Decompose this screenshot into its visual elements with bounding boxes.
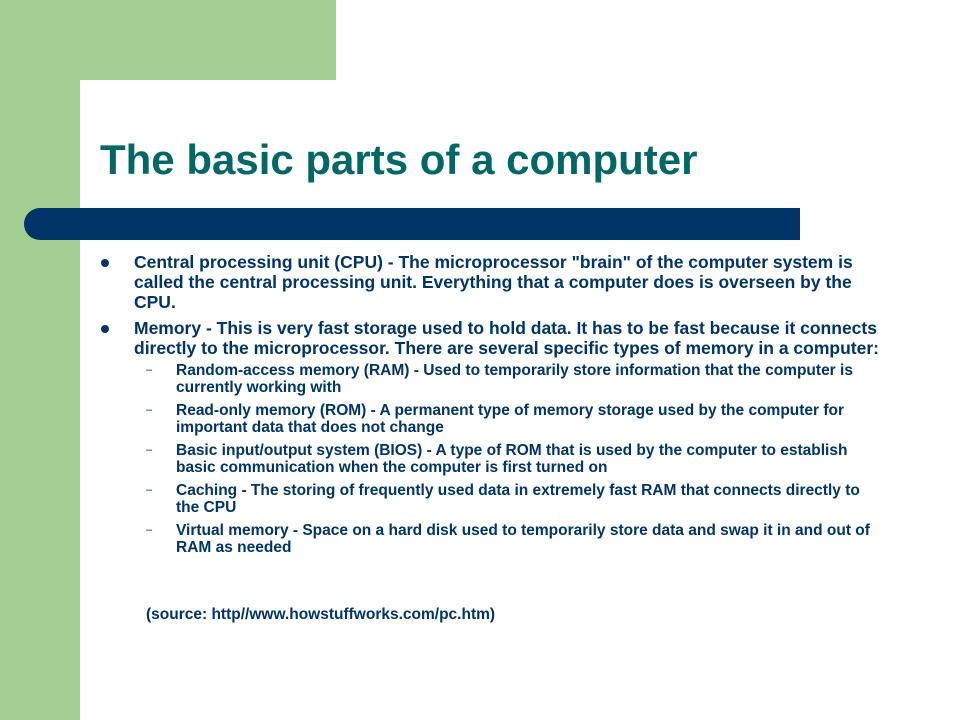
memory-sub-list (100, 362, 880, 556)
sub-item-text: Virtual memory - Space on a hard disk used to temporarily store data and swap it in and out of RAM as needed (176, 522, 870, 556)
dash-icon: – (146, 444, 153, 456)
bullet-text: Memory - This is very fast storage used to hold data. It has to be fast because it connects directly to the microprocessor. There are several specific types of memory in a computer: (134, 318, 879, 358)
bullet-dot-icon (101, 259, 109, 267)
title-underline-bar (24, 208, 800, 240)
green-top-band (0, 0, 336, 80)
sub-item-bios (100, 442, 880, 476)
sub-item-text: Random-access memory (RAM) - Used to temporarily store information that the computer is currently working with (176, 362, 853, 396)
bullet-dot-icon (101, 325, 109, 333)
source-citation: (source: http//www.howstuffworks.com/pc.htm) (146, 606, 496, 623)
bullet-list (100, 252, 880, 562)
sub-item-rom (100, 402, 880, 436)
green-side-band (0, 0, 80, 720)
dash-icon: – (146, 364, 153, 376)
sub-item-virtual-memory (100, 522, 880, 556)
dash-icon: – (146, 484, 153, 496)
sub-item-text: Caching - The storing of frequently used data in extremely fast RAM that connects directly to the CPU (176, 482, 860, 516)
sub-item-text: Read-only memory (ROM) - A permanent type of memory storage used by the computer for important data that does not change (176, 402, 845, 436)
bullet-item-memory (100, 318, 880, 358)
sub-item-caching (100, 482, 880, 516)
sub-item-text: Basic input/output system (BIOS) - A type of ROM that is used by the computer to establish basic communication when the computer is first turned on (176, 442, 848, 476)
dash-icon: – (146, 404, 153, 416)
dash-icon: – (146, 524, 153, 536)
slide-title: The basic parts of a computer (100, 136, 698, 183)
sub-item-ram (100, 362, 880, 396)
bullet-item-cpu (100, 252, 880, 312)
bullet-text: Central processing unit (CPU) - The microprocessor "brain" of the computer system is called the central processing unit. Everything that a computer does is overseen by the CPU. (134, 252, 853, 312)
